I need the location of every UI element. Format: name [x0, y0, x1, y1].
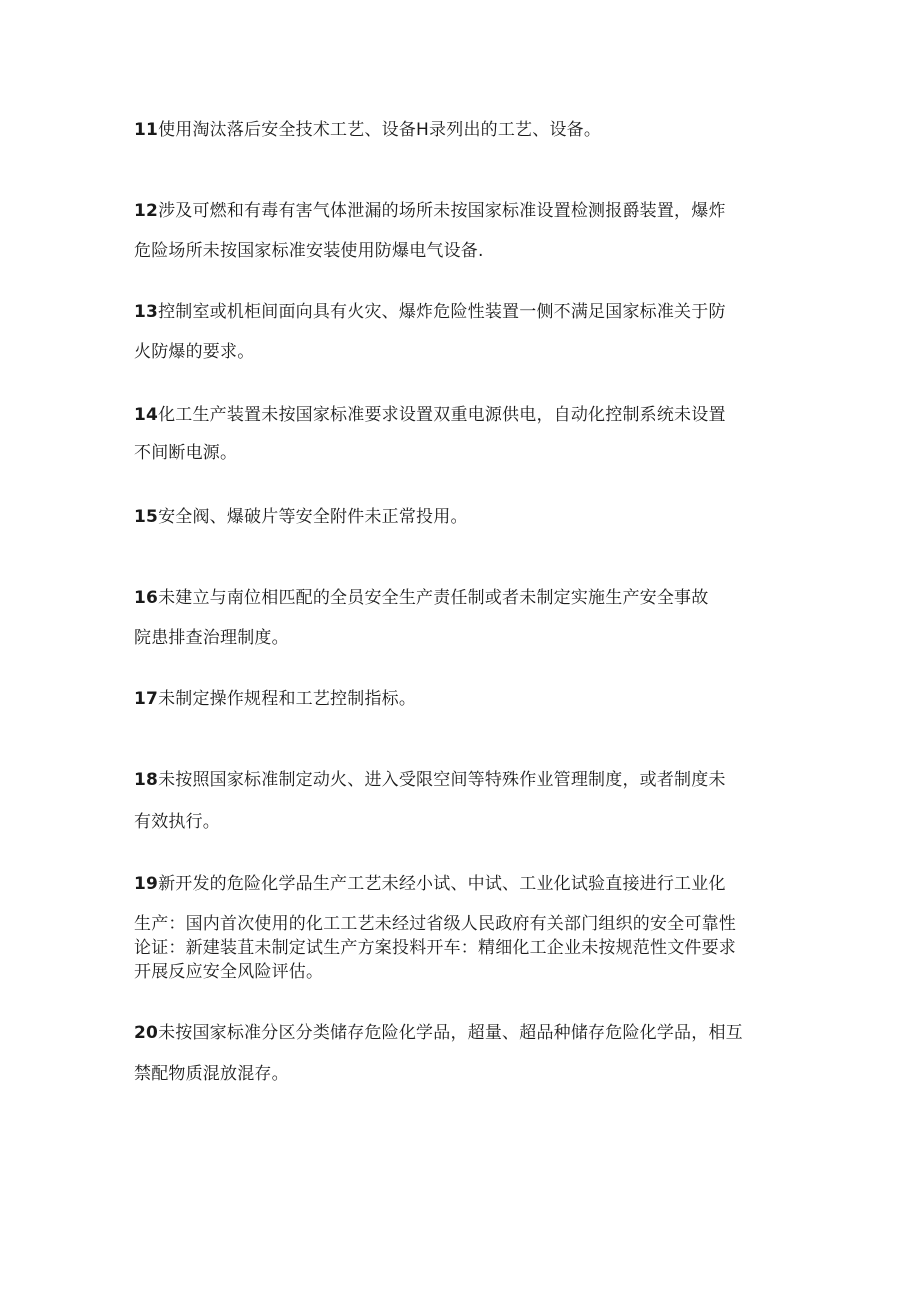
item-text: 涉及可燃和有毒有害气体泄漏的场所未按国家标准设置检测报爵装置，爆炸 [158, 201, 726, 221]
item-number: 14 [134, 405, 159, 425]
item-text: 新开发的危险化学品生产工艺未经小试、中试、工业化试验直接进行工业化 [158, 874, 726, 894]
item-text: 使用淘汰落后安全技术工艺、设备H录列出的工艺、设备。 [158, 120, 602, 140]
item-16-line-2 [134, 626, 289, 650]
item-18-line-2 [134, 810, 220, 834]
item-18-line-1 [134, 768, 726, 792]
item-text: 论证：新建装苴未制定试生产方案投料开车：精细化工企业未按规范性文件要求 [134, 938, 736, 958]
item-11-line-1 [134, 118, 601, 142]
item-text: 未制定操作规程和工艺控制指标。 [158, 689, 417, 709]
item-19-line-3 [134, 936, 736, 960]
item-text: 未建立与南位相匹配的全员安全生产责任制或者未制定实施生产安全事故 [158, 588, 709, 608]
item-number: 16 [134, 588, 159, 608]
item-number: 15 [134, 507, 159, 527]
item-12-line-1 [134, 199, 726, 223]
item-text: 未按国家标准分区分类储存危险化学品，超量、超品种储存危险化学品，相互 [158, 1023, 743, 1043]
item-text: 禁配物质混放混存。 [134, 1064, 289, 1084]
item-15-line-1 [134, 505, 468, 529]
item-16-line-1 [134, 586, 708, 610]
item-number: 12 [134, 201, 159, 221]
item-text: 院患排查治理制度。 [134, 628, 289, 648]
item-19-line-2 [134, 912, 736, 936]
item-20-line-2 [134, 1062, 289, 1086]
item-13-line-2 [134, 340, 254, 364]
item-text: 安全阀、爆破片等安全附件未正常投用。 [158, 507, 468, 527]
item-17-line-1 [134, 687, 416, 711]
item-14-line-2 [134, 441, 237, 465]
item-20-line-1 [134, 1021, 743, 1045]
item-text: 化工生产装置未按国家标准要求设置双重电源供电，自动化控制系统未设置 [158, 405, 726, 425]
item-text: 未按照国家标准制定动火、进入受限空间等特殊作业管理制度，或者制度未 [158, 770, 726, 790]
item-13-line-1 [134, 300, 726, 324]
item-text: 控制室或机柜间面向具有火灾、爆炸危险性装置一侧不满足国家标准关于防 [158, 302, 726, 322]
item-number: 17 [134, 689, 159, 709]
item-19-line-4 [134, 960, 323, 984]
item-19-line-1 [134, 872, 726, 896]
item-text: 开展反应安全风险评估。 [134, 962, 324, 982]
item-12-line-2 [134, 239, 484, 263]
item-text: 危险场所未按国家标准安装使用防爆电气设备. [134, 241, 484, 261]
item-number: 19 [134, 874, 159, 894]
item-text: 火防爆的要求。 [134, 342, 255, 362]
item-number: 20 [134, 1023, 159, 1043]
item-number: 11 [134, 120, 159, 140]
item-14-line-1 [134, 403, 726, 427]
item-text: 不间断电源。 [134, 443, 238, 463]
item-number: 18 [134, 770, 159, 790]
item-text: 有效执行。 [134, 812, 220, 832]
item-number: 13 [134, 302, 159, 322]
item-text: 生产：国内首次使用的化工工艺未经过省级人民政府有关部门组织的安全可靠性 [134, 914, 736, 934]
